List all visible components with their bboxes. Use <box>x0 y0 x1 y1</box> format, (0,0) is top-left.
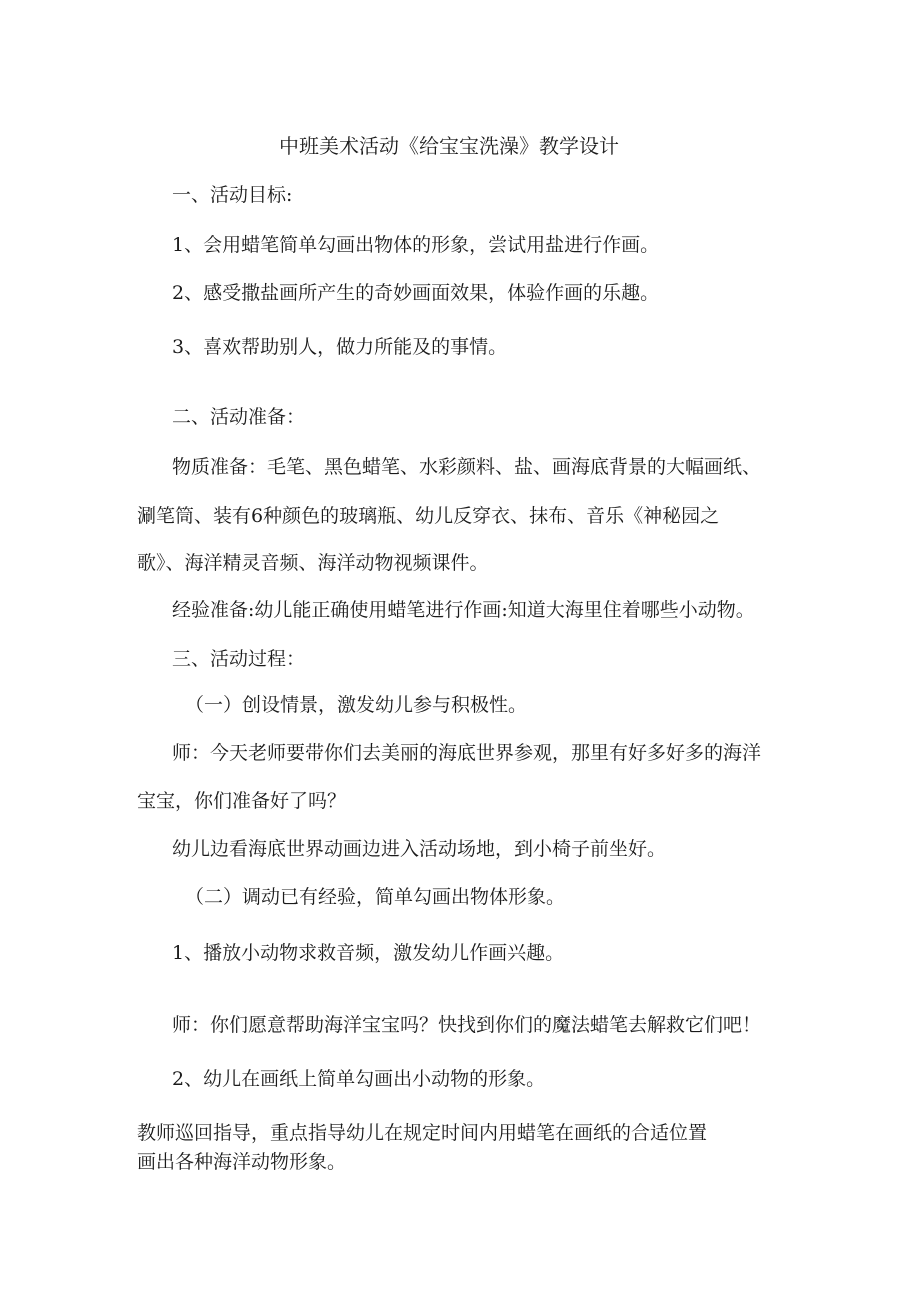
section-heading-process: 三、活动过程： <box>172 648 306 670</box>
process-paragraph: 幼儿边看海底世界动画边进入活动场地，到小椅子前坐好。 <box>172 838 667 860</box>
teacher-dialogue: 宝宝，你们准备好了吗？ <box>137 790 347 812</box>
material-preparation-line: 物质准备：毛笔、黑色蜡笔、水彩颜料、盐、画海底背景的大幅画纸、 <box>172 456 762 478</box>
process-paragraph: 画出各种海洋动物形象。 <box>137 1151 347 1173</box>
process-paragraph: 教师巡回指导，重点指导幼儿在规定时间内用蜡笔在画纸的合适位置 <box>137 1122 708 1144</box>
goal-item: 2、感受撒盐画所产生的奇妙画面效果，体验作画的乐趣。 <box>172 282 660 304</box>
section-heading-goals: 一、活动目标: <box>172 184 293 206</box>
process-step-heading: （二）调动已有经验，简单勾画出物体形象。 <box>185 886 566 908</box>
section-heading-preparation: 二、活动准备： <box>172 406 306 428</box>
process-step-heading: （一）创设情景，激发幼儿参与积极性。 <box>185 694 528 716</box>
process-item: 2、幼儿在画纸上简单勾画出小动物的形象。 <box>172 1068 546 1090</box>
material-preparation-line: 歌》、海洋精灵音频、海洋动物视频课件。 <box>137 552 489 574</box>
teacher-dialogue: 师：你们愿意帮助海洋宝宝吗？快找到你们的魔法蜡笔去解救它们吧！ <box>172 1014 762 1036</box>
goal-item: 3、喜欢帮助别人，做力所能及的事情。 <box>172 336 508 358</box>
goal-item: 1、会用蜡笔简单勾画出物体的形象，尝试用盐进行作画。 <box>172 234 660 256</box>
teacher-dialogue: 师：今天老师要带你们去美丽的海底世界参观，那里有好多好多的海洋 <box>172 742 762 764</box>
process-item: 1、播放小动物求救音频，激发幼儿作画兴趣。 <box>172 942 565 964</box>
material-preparation-line: 涮笔筒、装有6种颜色的玻璃瓶、幼儿反穿衣、抹布、音乐《神秘园之 <box>137 505 720 527</box>
document-title: 中班美术活动《给宝宝洗澡》教学设计 <box>279 134 619 158</box>
experience-preparation: 经验准备:幼儿能正确使用蜡笔进行作画:知道大海里住着哪些小动物。 <box>172 599 755 621</box>
